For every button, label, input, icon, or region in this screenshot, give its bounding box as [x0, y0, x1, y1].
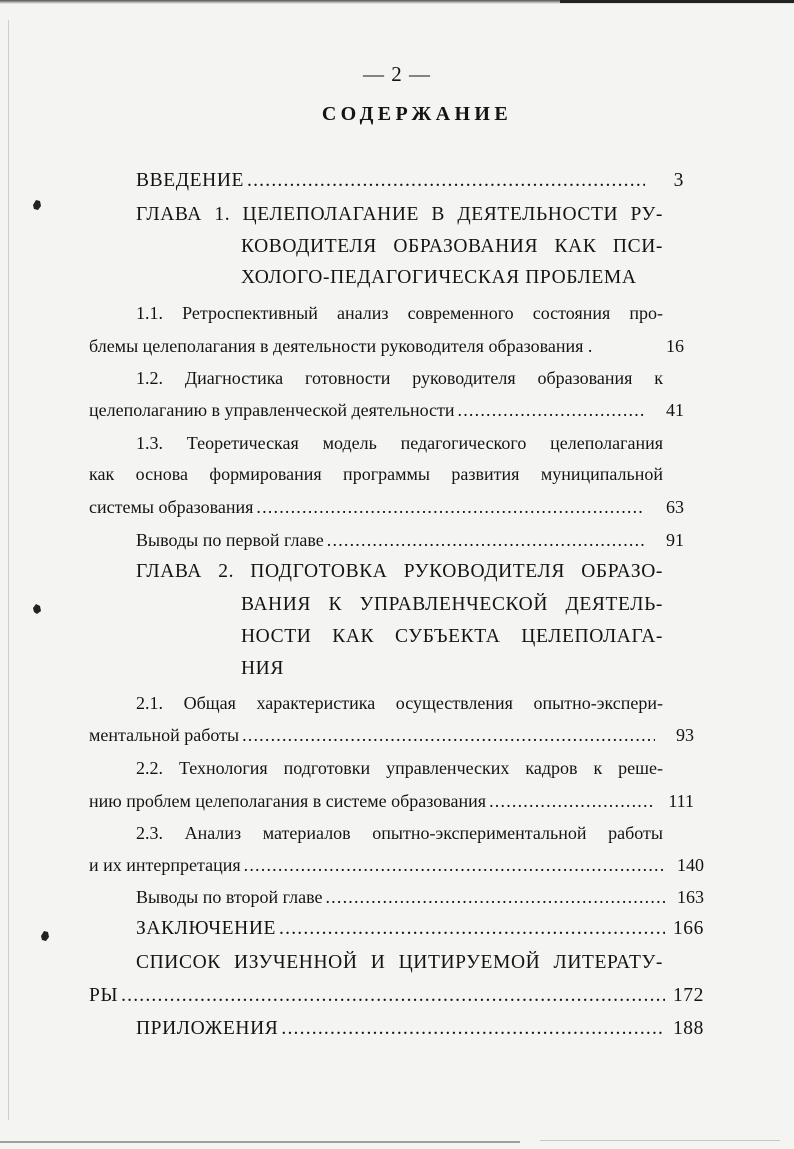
toc-section-1-1-line-1: 1.1. Ретроспективный анализ современного состояния про-: [136, 303, 663, 323]
toc-page-number: 93: [676, 725, 694, 745]
punch-hole-mark: [32, 199, 42, 211]
toc-conclusions-chapter-1[interactable]: [136, 525, 684, 555]
toc-section-1-2-line-1: 1.2. Диагностика готовности руководителя образования к: [136, 368, 663, 388]
scan-edge-bottom: [0, 1141, 520, 1143]
dot-leader: [327, 525, 645, 555]
toc-entry-conclusion[interactable]: [136, 914, 704, 944]
toc-section-2-2[interactable]: [89, 786, 694, 816]
toc-page-number: 188: [672, 1018, 704, 1039]
toc-entry-label: РЫ: [89, 985, 119, 1006]
dot-leader: [121, 981, 665, 1011]
scan-edge-top-dark: [560, 0, 794, 3]
dot-leader: [489, 786, 655, 816]
toc-page-number: 140: [677, 855, 704, 875]
scan-edge-bottom-right: [540, 1140, 780, 1141]
toc-entry-label: блемы целеполагания в деятельности руководителя образования .: [89, 336, 593, 356]
toc-page-number: 91: [666, 530, 684, 550]
scan-edge-left: [8, 20, 9, 1120]
toc-page-number: 16: [666, 336, 684, 356]
toc-section-1-1[interactable]: [89, 331, 684, 361]
toc-entry-label: системы образования: [89, 497, 254, 517]
toc-page-number: 166: [672, 918, 704, 939]
toc-chapter-2-line-1: ГЛАВА 2. ПОДГОТОВКА РУКОВОДИТЕЛЯ ОБРАЗО-: [136, 561, 663, 582]
page-title: СОДЕРЖАНИЕ: [321, 103, 513, 125]
dot-leader: [279, 914, 665, 944]
toc-page-number: 172: [672, 985, 704, 1006]
toc-section-1-3[interactable]: [89, 492, 684, 522]
toc-entry-label: ПРИЛОЖЕНИЯ: [136, 1018, 279, 1039]
toc-entry-label: ментальной работы: [89, 725, 240, 745]
toc-entry-label: Выводы по первой главе: [136, 530, 324, 550]
toc-section-1-3-line-2: как основа формирования программы развития муниципальной: [89, 464, 663, 484]
toc-entry-appendix[interactable]: [136, 1014, 704, 1044]
toc-entry-label: ВВЕДЕНИЕ: [136, 170, 245, 191]
toc-section-2-2-line-1: 2.2. Технология подготовки управленческих кадров к реше-: [136, 758, 663, 778]
toc-entry-label: нию проблем целеполагания в системе образования: [89, 791, 487, 811]
toc-page-number: 3: [673, 170, 684, 191]
dot-leader: [244, 850, 665, 880]
dot-leader: [325, 882, 665, 912]
toc-section-2-3-line-1: 2.3. Анализ материалов опытно-экспериментальной работы: [136, 823, 663, 843]
dot-leader: [242, 720, 655, 750]
toc-entry-label: ЗАКЛЮЧЕНИЕ: [136, 918, 277, 939]
dot-leader: [256, 492, 645, 522]
dot-leader: [247, 166, 645, 196]
toc-entry-label: целеполаганию в управленческой деятельности: [89, 400, 455, 420]
toc-chapter-1-line-1: ГЛАВА 1. ЦЕЛЕПОЛАГАНИЕ В ДЕЯТЕЛЬНОСТИ РУ-: [136, 204, 663, 225]
toc-page-number: 41: [666, 400, 684, 420]
toc-section-2-3[interactable]: [89, 850, 704, 880]
toc-page-number: 163: [677, 887, 704, 907]
punch-hole-mark: [40, 930, 50, 942]
toc-literature-line-1: СПИСОК ИЗУЧЕННОЙ И ЦИТИРУЕМОЙ ЛИТЕРАТУ-: [136, 952, 663, 973]
toc-section-1-2[interactable]: [89, 395, 684, 425]
dot-leader: [281, 1014, 665, 1044]
toc-chapter-1-line-3: ХОЛОГО-ПЕДАГОГИЧЕСКАЯ ПРОБЛЕМА: [241, 267, 637, 288]
toc-chapter-1-line-2: КОВОДИТЕЛЯ ОБРАЗОВАНИЯ КАК ПСИ-: [241, 236, 663, 257]
page-number: — 2 —: [363, 62, 431, 86]
dot-leader: [458, 395, 645, 425]
toc-chapter-2-line-4: НИЯ: [241, 658, 284, 679]
toc-page-number: 111: [668, 791, 694, 811]
toc-section-1-3-line-1: 1.3. Теоретическая модель педагогического целеполагания: [136, 433, 663, 453]
punch-hole-mark: [32, 603, 42, 615]
toc-section-2-1[interactable]: [89, 720, 694, 750]
toc-section-2-1-line-1: 2.1. Общая характеристика осуществления опытно-экспери-: [136, 693, 663, 713]
toc-entry-intro[interactable]: [136, 166, 684, 196]
toc-entry-label: и их интерпретация: [89, 855, 241, 875]
toc-chapter-2-line-2: ВАНИЯ К УПРАВЛЕНЧЕСКОЙ ДЕЯТЕЛЬ-: [241, 594, 663, 615]
toc-chapter-2-line-3: НОСТИ КАК СУБЪЕКТА ЦЕЛЕПОЛАГА-: [241, 626, 663, 647]
toc-entry-literature[interactable]: [89, 981, 704, 1011]
toc-page-number: 63: [666, 497, 684, 517]
toc-conclusions-chapter-2[interactable]: [136, 882, 704, 912]
toc-entry-label: Выводы по второй главе: [136, 887, 323, 907]
